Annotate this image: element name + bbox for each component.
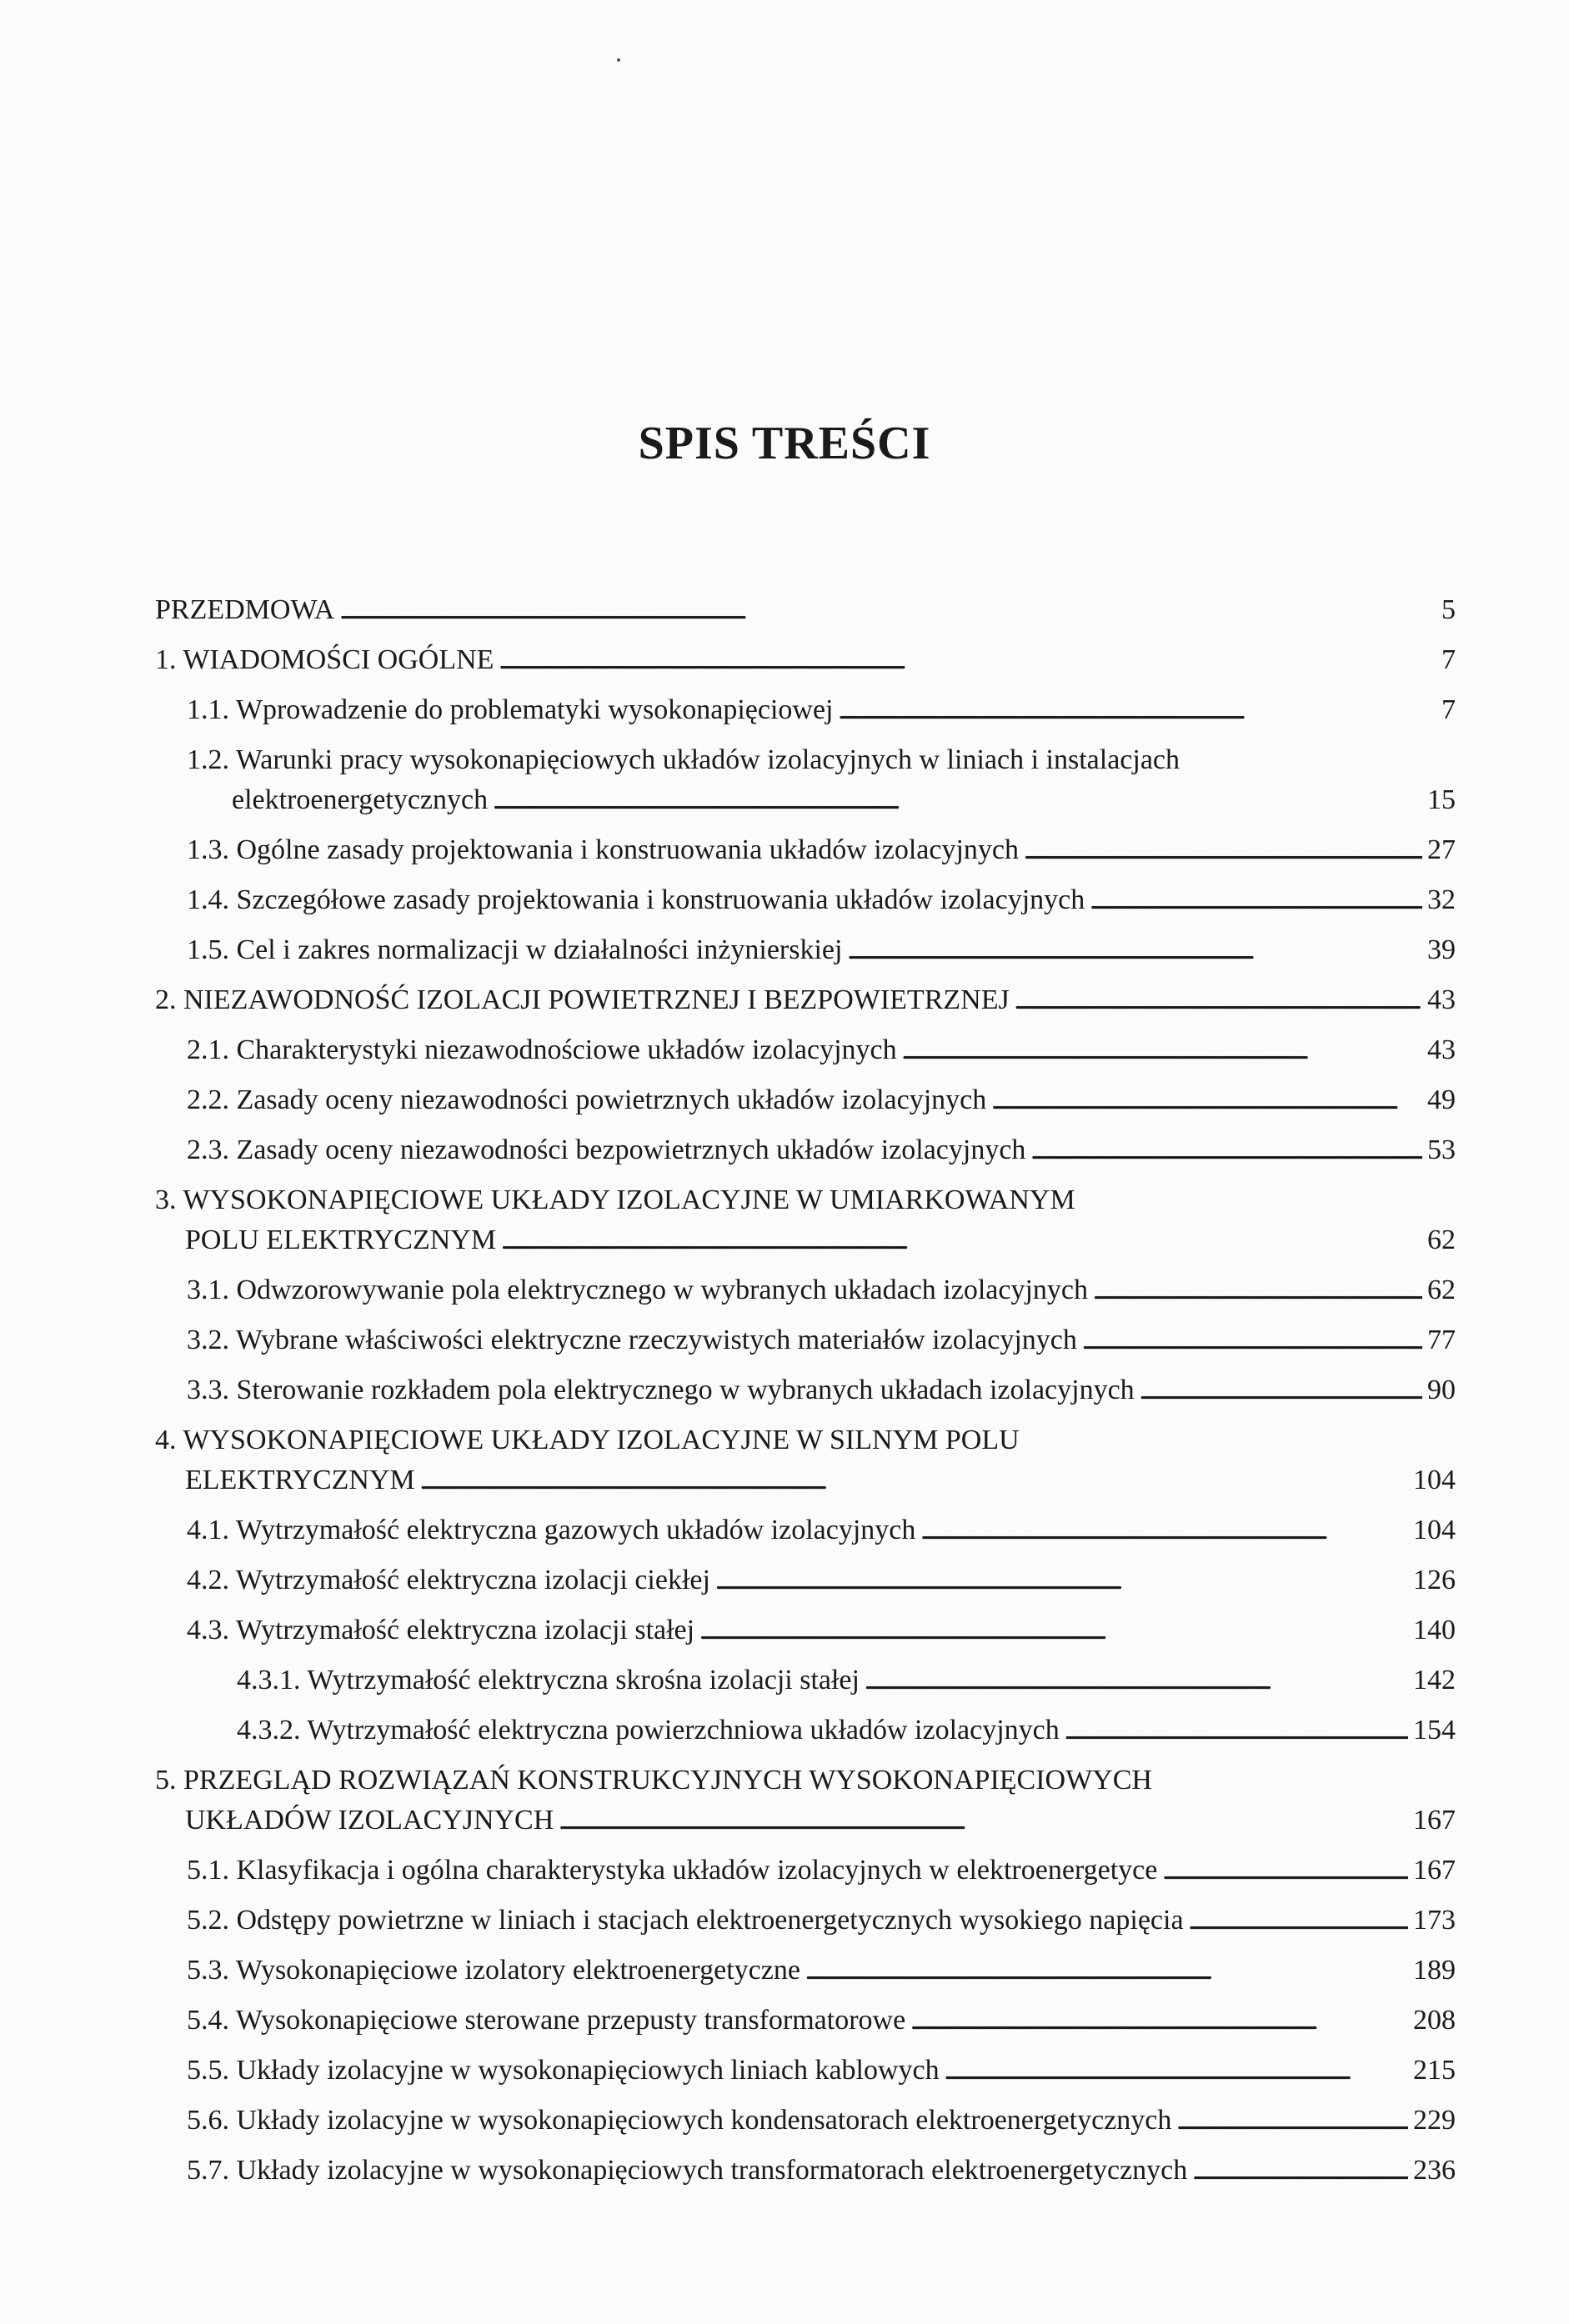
- toc-entry-page-number: 77: [1427, 1325, 1456, 1355]
- toc-entry-number: 1.1.: [187, 694, 229, 725]
- toc-entry-title: WYSOKONAPIĘCIOWE UKŁADY IZOLACYJNE W SILNYM POLU: [183, 1425, 1020, 1455]
- toc-entry-page-number: 215: [1413, 2055, 1456, 2086]
- toc-entry[interactable]: [155, 1080, 1456, 1130]
- toc-entry[interactable]: [155, 1130, 1456, 1180]
- toc-entry-page-number: 173: [1413, 1905, 1456, 1936]
- dot-leader: [805, 1951, 1408, 1992]
- toc-entry[interactable]: [155, 980, 1456, 1030]
- toc-entry[interactable]: [155, 880, 1456, 930]
- dot-leader: [1093, 1270, 1422, 1312]
- toc-entry-heading: [187, 1030, 897, 1070]
- scan-speck: [617, 58, 620, 62]
- toc-entry-page-number: 5: [1441, 594, 1456, 625]
- toc-entry-title: Wytrzymałość elektryczna gazowych układów izolacyjnych: [235, 1515, 916, 1545]
- toc-entry-title: Sterowanie rozkładem pola elektrycznego w wybranych układach izolacyjnych: [236, 1375, 1135, 1405]
- toc-entry[interactable]: [155, 690, 1456, 740]
- toc-entry-page-number: 189: [1413, 1955, 1456, 1986]
- dot-leader: [1030, 1130, 1422, 1172]
- toc-entry-title: Klasyfikacja i ogólna charakterystyka układów izolacyjnych w elektroenergetyce: [236, 1855, 1158, 1886]
- toc-entry-page-number: 7: [1441, 694, 1456, 725]
- dot-leader: [1140, 1370, 1422, 1412]
- toc-entry-heading: [187, 930, 842, 970]
- toc-entry[interactable]: [155, 930, 1456, 980]
- toc-entry[interactable]: [155, 2101, 1456, 2151]
- toc-entry-page-number: 104: [1413, 1465, 1456, 1495]
- toc-entry-number: 2.3.: [187, 1134, 229, 1165]
- toc-entry-title: Zasady oceny niezawodności bezpowietrznych układów izolacyjnych: [236, 1134, 1026, 1165]
- dot-leader: [420, 1460, 1408, 1502]
- toc-entry-page-number: 236: [1413, 2155, 1456, 2186]
- dot-leader: [1065, 1710, 1408, 1752]
- dot-leader: [699, 1610, 1408, 1652]
- toc-entry-title: Odstępy powietrzne w liniach i stacjach elektroenergetycznych wysokiego napięcia: [236, 1905, 1184, 1936]
- dot-leader: [1082, 1320, 1422, 1362]
- toc-entry-title: Cel i zakres normalizacji w działalności inżynierskiej: [236, 934, 843, 965]
- toc-entry-page-number: 15: [1427, 784, 1456, 815]
- toc-entry-page-number: 167: [1413, 1805, 1456, 1836]
- toc-entry-title: Układy izolacyjne w wysokonapięciowych transformatorach elektroenergetycznych: [236, 2155, 1188, 2186]
- toc-entry-heading: [155, 980, 1010, 1020]
- toc-entry-number: 2.1.: [187, 1034, 229, 1065]
- toc-entry-title: Układy izolacyjne w wysokonapięciowych liniach kablowych: [236, 2055, 940, 2086]
- toc-entry-heading: [155, 1180, 1456, 1220]
- toc-entry[interactable]: [155, 2151, 1456, 2201]
- toc-entry[interactable]: [155, 1610, 1456, 1660]
- toc-entry-page-number: 142: [1413, 1665, 1456, 1695]
- toc-entry[interactable]: [155, 1560, 1456, 1610]
- toc-entry-number: 4.3.1.: [237, 1665, 301, 1695]
- toc-entry-title: Wytrzymałość elektryczna powierzchniowa układów izolacyjnych: [307, 1715, 1060, 1746]
- toc-entry-page-number: 90: [1427, 1375, 1456, 1405]
- toc-entry-title: NIEZAWODNOŚĆ IZOLACJI POWIETRZNEJ I BEZPOWIETRZNEJ: [183, 984, 1010, 1015]
- toc-entry-heading: [187, 690, 834, 730]
- toc-entry-title: Wytrzymałość elektryczna izolacji stałej: [235, 1615, 695, 1645]
- toc-entry[interactable]: [155, 1420, 1456, 1510]
- toc-entry-number: 4.: [155, 1425, 177, 1455]
- dot-leader: [945, 2051, 1408, 2092]
- toc-entry-number: 4.3.2.: [237, 1715, 301, 1746]
- toc-entry-page-number: 43: [1427, 984, 1456, 1015]
- toc-entry-page-number: 126: [1413, 1565, 1456, 1595]
- table-of-contents: [155, 590, 1456, 2201]
- toc-entry-heading: [187, 2001, 905, 2041]
- dot-leader: [1015, 980, 1422, 1022]
- toc-entry-number: 5.4.: [187, 2005, 229, 2036]
- toc-entry-number: 5.1.: [187, 1855, 229, 1886]
- toc-entry[interactable]: [155, 1710, 1456, 1761]
- toc-entry-number: 3.: [155, 1185, 177, 1215]
- toc-entry-number: 1.3.: [187, 834, 229, 865]
- toc-entry-heading: [187, 1510, 915, 1550]
- toc-entry[interactable]: [155, 1270, 1456, 1320]
- toc-entry[interactable]: [155, 1851, 1456, 1901]
- toc-entry[interactable]: [155, 2001, 1456, 2051]
- toc-entry-title: Charakterystyki niezawodnościowe układów izolacyjnych: [236, 1034, 897, 1065]
- dot-leader: [1162, 1851, 1408, 1892]
- dot-leader: [865, 1660, 1408, 1702]
- toc-entry-heading: [155, 1761, 1456, 1801]
- toc-entry-number: 5.3.: [187, 1955, 229, 1986]
- toc-entry-title: Odwzorowywanie pola elektrycznego w wybranych układach izolacyjnych: [236, 1275, 1088, 1305]
- toc-entry-heading: [155, 640, 494, 680]
- toc-entry-title: PRZEDMOWA: [155, 594, 335, 625]
- toc-entry-heading: [155, 590, 334, 630]
- toc-entry-page-number: 208: [1413, 2005, 1456, 2036]
- toc-entry[interactable]: [155, 590, 1456, 640]
- toc-entry-title: Zasady oceny niezawodności powietrznych układów izolacyjnych: [236, 1084, 987, 1115]
- toc-entry-number: 5.5.: [187, 2055, 229, 2086]
- toc-entry-page-number: 49: [1427, 1084, 1456, 1115]
- toc-entry[interactable]: [155, 1660, 1456, 1710]
- toc-entry-number: 4.2.: [187, 1565, 229, 1595]
- toc-entry-number: 4.3.: [187, 1615, 229, 1645]
- toc-entry-heading: [187, 1320, 1077, 1360]
- toc-entry-title: Szczegółowe zasady projektowania i konstruowania układów izolacyjnych: [236, 884, 1085, 915]
- toc-entry-number: 1.5.: [187, 934, 229, 965]
- toc-entry-title: Wysokonapięciowe sterowane przepusty transformatorowe: [235, 2005, 906, 2036]
- toc-entry[interactable]: [155, 640, 1456, 690]
- toc-entry-number: 5.2.: [187, 1905, 229, 1936]
- toc-entry-heading: [237, 1710, 1060, 1751]
- toc-entry-title: Układy izolacyjne w wysokonapięciowych kondensatorach elektroenergetycznych: [236, 2105, 1172, 2136]
- toc-entry-number: 1.: [155, 644, 177, 675]
- toc-entry-page-number: 154: [1413, 1715, 1456, 1746]
- dot-leader: [920, 1510, 1408, 1552]
- dot-leader: [910, 2001, 1408, 2042]
- dot-leader: [493, 780, 1422, 822]
- toc-entry[interactable]: [155, 1761, 1456, 1851]
- toc-entry-heading: [187, 880, 1085, 920]
- toc-entry-heading: [187, 830, 1019, 870]
- toc-entry-title: WIADOMOŚCI OGÓLNE: [183, 644, 494, 675]
- toc-entry[interactable]: [155, 1510, 1456, 1560]
- toc-entry-heading: [187, 1370, 1135, 1410]
- dot-leader: [499, 640, 1436, 682]
- toc-entry[interactable]: [155, 830, 1456, 880]
- toc-entry-page-number: 27: [1427, 834, 1456, 865]
- toc-entry-heading: [187, 1610, 694, 1650]
- toc-entry-title: Wprowadzenie do problematyki wysokonapięciowej: [235, 694, 834, 725]
- dot-leader: [1192, 2151, 1408, 2192]
- toc-entry-number: 3.1.: [187, 1275, 229, 1305]
- toc-entry-title-continuation: elektroenergetycznych: [232, 784, 489, 815]
- toc-entry-number: 1.4.: [187, 884, 229, 915]
- toc-entry-title: Wybrane właściwości elektryczne rzeczywistych materiałów izolacyjnych: [235, 1325, 1077, 1355]
- toc-entry-page-number: 39: [1427, 934, 1456, 965]
- toc-entry[interactable]: [155, 2051, 1456, 2101]
- toc-entry-number: 4.1.: [187, 1515, 229, 1545]
- toc-entry[interactable]: [155, 1180, 1456, 1270]
- dot-leader: [1189, 1901, 1408, 1942]
- toc-entry-page-number: 43: [1427, 1034, 1456, 1065]
- dot-leader: [339, 590, 1436, 632]
- page-title: SPIS TREŚCI: [638, 418, 931, 469]
- toc-entry-title: Wysokonapięciowe izolatory elektroenergetyczne: [235, 1955, 800, 1986]
- toc-entry-number: 2.: [155, 984, 177, 1015]
- toc-entry-heading: [187, 2101, 1171, 2141]
- toc-entry-page-number: 167: [1413, 1855, 1456, 1886]
- toc-entry[interactable]: [155, 1951, 1456, 2001]
- toc-entry-heading: [187, 1270, 1088, 1310]
- toc-entry-heading: [187, 1851, 1157, 1891]
- toc-entry-page-number: 7: [1441, 644, 1456, 675]
- toc-entry-title: Ogólne zasady projektowania i konstruowania układów izolacyjnych: [236, 834, 1020, 865]
- toc-entry-heading: [187, 1080, 986, 1120]
- dot-leader: [1024, 830, 1422, 872]
- toc-entry-number: 3.3.: [187, 1375, 229, 1405]
- toc-entry-number: 5.: [155, 1765, 177, 1796]
- toc-entry-title-continuation: POLU ELEKTRYCZNYM: [185, 1225, 497, 1255]
- toc-entry-title: Wytrzymałość elektryczna izolacji ciekłej: [235, 1565, 710, 1595]
- toc-entry-title: Wytrzymałość elektryczna skrośna izolacji stałej: [307, 1665, 860, 1695]
- toc-entry-number: 5.7.: [187, 2155, 229, 2186]
- dot-leader: [902, 1030, 1422, 1072]
- dot-leader: [715, 1560, 1408, 1602]
- toc-entry-page-number: 62: [1427, 1225, 1456, 1255]
- toc-entry-heading: [187, 1130, 1025, 1170]
- dot-leader: [1090, 880, 1422, 922]
- dot-leader: [847, 930, 1422, 972]
- toc-entry-number: 5.6.: [187, 2105, 229, 2136]
- toc-entry-title: PRZEGLĄD ROZWIĄZAŃ KONSTRUKCYJNYCH WYSOKONAPIĘCIOWYCH: [183, 1765, 1152, 1796]
- dot-leader: [991, 1080, 1422, 1122]
- toc-entry-heading: [187, 1951, 800, 1991]
- toc-entry-heading: [187, 1560, 710, 1600]
- toc-entry-title: Warunki pracy wysokonapięciowych układów izolacyjnych w liniach i instalacjach: [235, 744, 1181, 775]
- toc-entry-heading: [237, 1660, 860, 1700]
- toc-entry-page-number: 140: [1413, 1615, 1456, 1645]
- toc-entry-number: 2.2.: [187, 1084, 229, 1115]
- toc-entry[interactable]: [155, 1320, 1456, 1370]
- dot-leader: [839, 690, 1437, 732]
- toc-entry-page-number: 62: [1427, 1275, 1456, 1305]
- dot-leader: [501, 1220, 1422, 1262]
- toc-entry-title-continuation: ELEKTRYCZNYM: [185, 1465, 415, 1495]
- toc-entry[interactable]: [155, 1901, 1456, 1951]
- toc-entry-title-continuation: UKŁADÓW IZOLACYJNYCH: [185, 1805, 554, 1836]
- toc-entry[interactable]: [155, 1370, 1456, 1420]
- toc-entry-number: 3.2.: [187, 1325, 229, 1355]
- toc-entry-heading: [187, 1901, 1184, 1941]
- toc-entry-page-number: 32: [1427, 884, 1456, 915]
- toc-entry-heading: [187, 2151, 1187, 2191]
- toc-entry-heading: [187, 740, 1456, 780]
- toc-entry-number: 1.2.: [187, 744, 229, 775]
- dot-leader: [559, 1801, 1408, 1842]
- toc-entry-title: WYSOKONAPIĘCIOWE UKŁADY IZOLACYJNE W UMIARKOWANYM: [183, 1185, 1075, 1215]
- toc-entry-page-number: 229: [1413, 2105, 1456, 2136]
- dot-leader: [1176, 2101, 1408, 2142]
- toc-entry[interactable]: [155, 1030, 1456, 1080]
- toc-entry-page-number: 53: [1427, 1134, 1456, 1165]
- toc-entry[interactable]: [155, 740, 1456, 830]
- toc-entry-heading: [155, 1420, 1456, 1460]
- toc-entry-heading: [187, 2051, 940, 2091]
- toc-entry-page-number: 104: [1413, 1515, 1456, 1545]
